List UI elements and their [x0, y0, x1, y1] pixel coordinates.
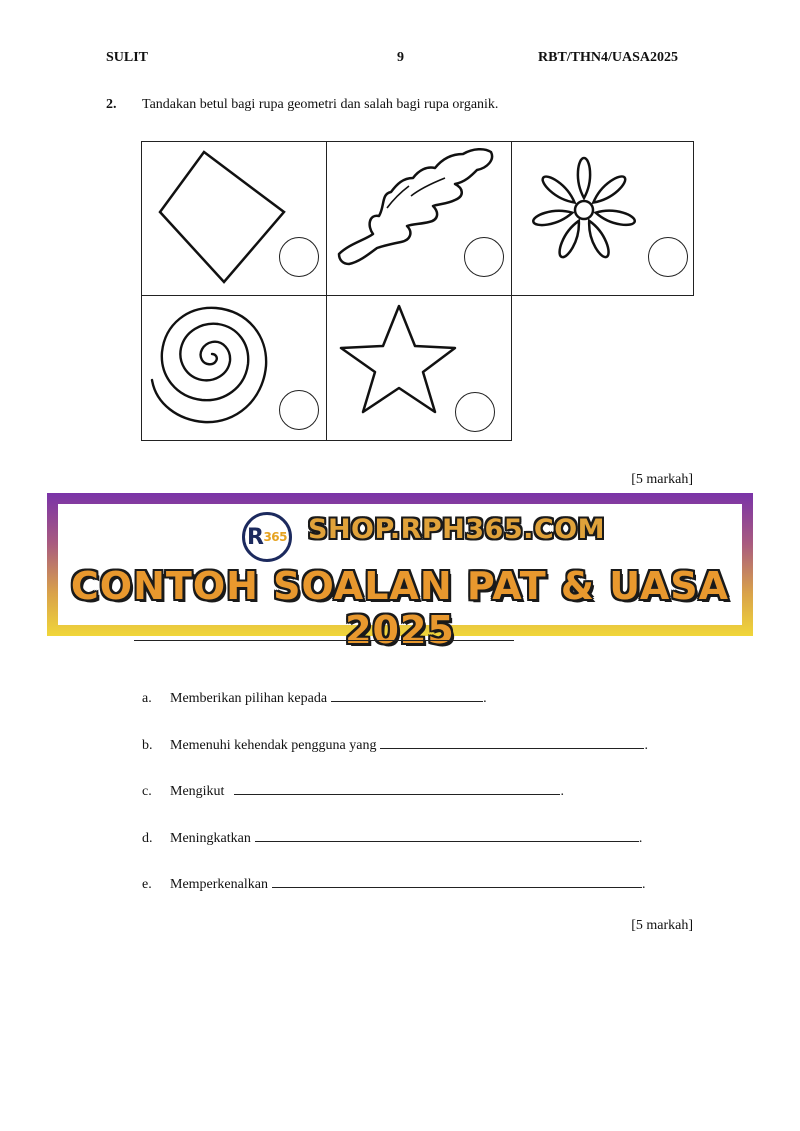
item-label: e.	[142, 877, 152, 892]
item-text: Memperkenalkan	[170, 877, 268, 892]
watermark-banner	[47, 493, 753, 652]
item-text: Memberikan pilihan kepada	[170, 691, 328, 706]
header-code: RBT/THN4/UASA2025	[538, 50, 679, 65]
question-number: 2.	[106, 97, 117, 112]
answer-circle[interactable]	[464, 237, 504, 277]
answer-blank[interactable]	[255, 828, 639, 842]
answer-blank[interactable]	[380, 735, 644, 749]
rph365-logo: R 365	[242, 512, 292, 562]
item-text: Memenuhi kehendak pengguna yang	[170, 738, 377, 753]
question-text: Tandakan betul bagi rupa geometri dan salah bagi rupa organik.	[142, 97, 499, 112]
item-label: d.	[142, 831, 153, 846]
answer-circle[interactable]	[648, 237, 688, 277]
answer-blank[interactable]	[272, 874, 642, 888]
shape-cell-spiral	[141, 295, 327, 441]
item-end: .	[483, 691, 487, 706]
item-text: Meningkatkan	[170, 831, 251, 846]
list-item	[142, 688, 487, 707]
item-label: c.	[142, 784, 152, 799]
answer-blank[interactable]	[234, 781, 560, 795]
answer-blank[interactable]	[331, 688, 483, 702]
item-text: Mengikut	[170, 784, 225, 799]
page-number: 9	[397, 50, 404, 65]
list-item	[142, 781, 564, 800]
shape-cell-leaf	[326, 141, 512, 296]
answer-circle[interactable]	[455, 392, 495, 432]
answer-line	[134, 640, 514, 641]
header-left: SULIT	[106, 50, 149, 65]
item-end: .	[641, 877, 646, 892]
answer-circle[interactable]	[279, 237, 319, 277]
shape-cell-star	[326, 295, 512, 441]
item-label: a.	[142, 691, 152, 706]
shape-cell-diamond	[141, 141, 327, 296]
item-end: .	[560, 784, 564, 799]
item-end: .	[638, 831, 643, 846]
item-label: b.	[142, 738, 153, 753]
shape-cell-flower	[511, 141, 694, 296]
list-item	[142, 874, 645, 893]
answer-circle[interactable]	[279, 390, 319, 430]
banner-url: SHOP.RPH365.COM	[308, 514, 606, 545]
marks-q2: [5 markah]	[631, 472, 693, 487]
list-item	[142, 828, 642, 847]
banner-title: CONTOH SOALAN PAT & UASA 2025	[70, 564, 730, 652]
marks-q3: [5 markah]	[631, 918, 693, 933]
item-end: .	[644, 738, 648, 753]
list-item	[142, 735, 648, 754]
